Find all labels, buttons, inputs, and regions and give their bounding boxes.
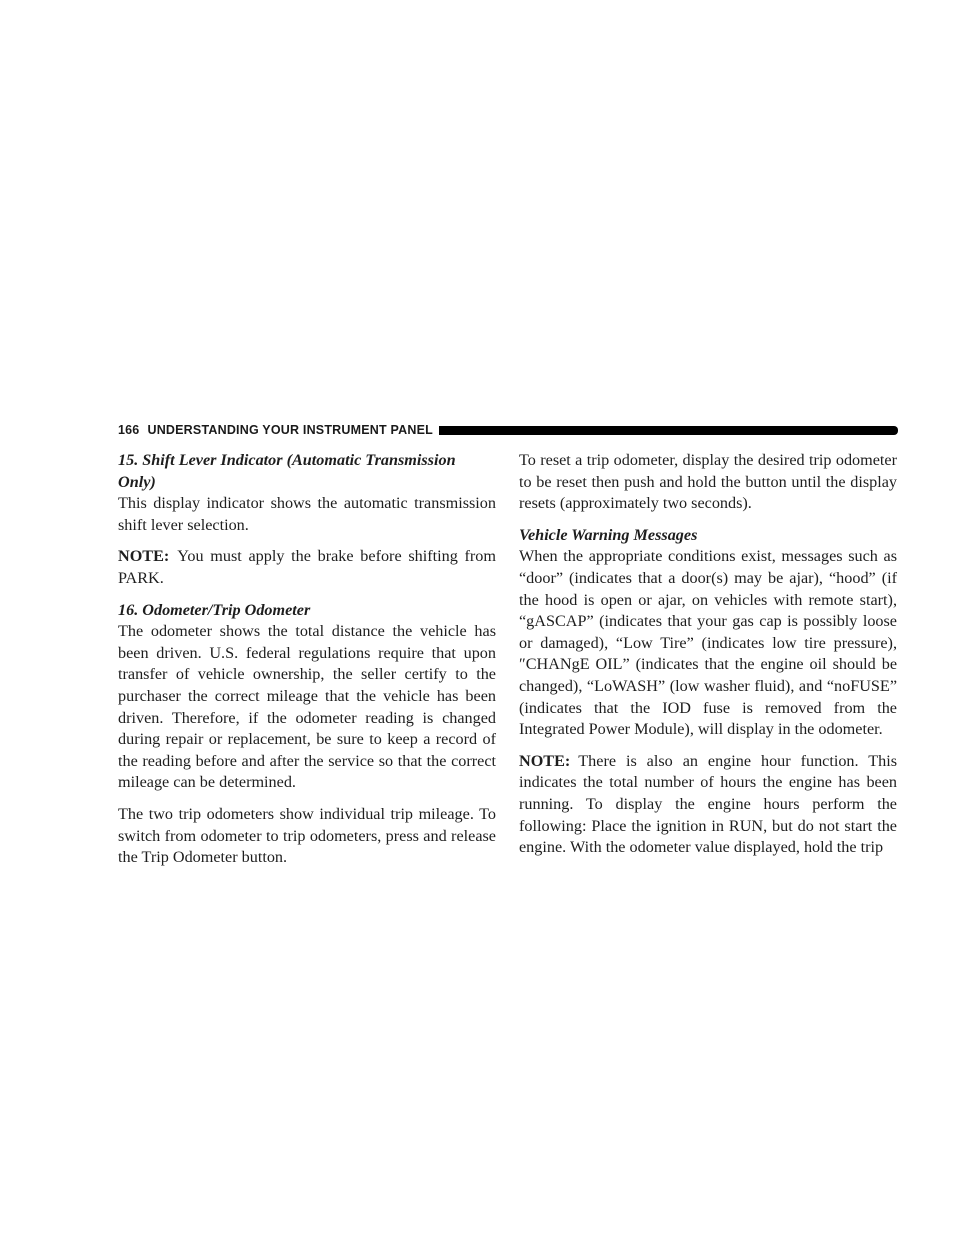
page-number: 166 (118, 423, 140, 437)
paragraph-trip-odometers: The two trip odometers show individual trip mileage. To switch from odometer to trip odometers, press and release the Trip Odometer button. (118, 804, 496, 867)
paragraph-warning-messages: When the appropriate conditions exist, messages such as “door” (indicates that a door(s) may be ajar), “hood” (if the hood is open or ajar, on vehicles with remote start), “gASCAP” (indicates that your gas cap is possibly loose or damaged), “Low Tire” (indicates low tire pressure), ″CHANgE OIL” (indicates that the engine oil should be changed), “LoWASH” (low washer fluid), and “noFUSE” (indicates that the IOD fuse is removed from the Integrated Power Module), will display in the odometer. (519, 547, 897, 739)
paragraph-reset-trip: To reset a trip odometer, display the desired trip odometer to be reset then push and hold the button until the display resets (approximately two seconds). (519, 451, 897, 513)
paragraph-shift-lever: This display indicator shows the automatic transmission shift lever selection. (118, 494, 496, 534)
header-rule (439, 426, 898, 435)
heading-odometer: 16. Odometer/Trip Odometer (118, 600, 311, 619)
note-text: You must apply the brake before shifting from PARK. (118, 547, 496, 587)
note-label: NOTE: (118, 547, 170, 566)
section-title: UNDERSTANDING YOUR INSTRUMENT PANEL (147, 423, 433, 437)
note-shift-lever (118, 546, 496, 589)
paragraph-odometer: The odometer shows the total distance the vehicle has been driven. U.S. federal regulations require that upon transfer of vehicle ownership, the seller certify to the purchaser the correct mileage that the vehicle has been driven. Therefore, if the odometer reading is changed during repair or replacement, be sure to keep a record of the reading before and after the service so that the correct mileage can be determined. (118, 622, 496, 792)
note-engine-hours (519, 751, 897, 859)
page-header (118, 423, 898, 437)
left-column (118, 450, 496, 869)
note-text: There is also an engine hour function. This indicates the total number of hours the engine has been running. To display the engine hours perform the following: Place the ignition in RUN, but do not start the engine. With the odometer value displayed, hold the trip (519, 751, 897, 857)
right-column (519, 450, 897, 859)
heading-vehicle-warning-messages: Vehicle Warning Messages (519, 525, 698, 544)
note-label: NOTE: (519, 751, 571, 770)
heading-shift-lever-indicator: 15. Shift Lever Indicator (Automatic Transmission Only) (118, 451, 456, 491)
